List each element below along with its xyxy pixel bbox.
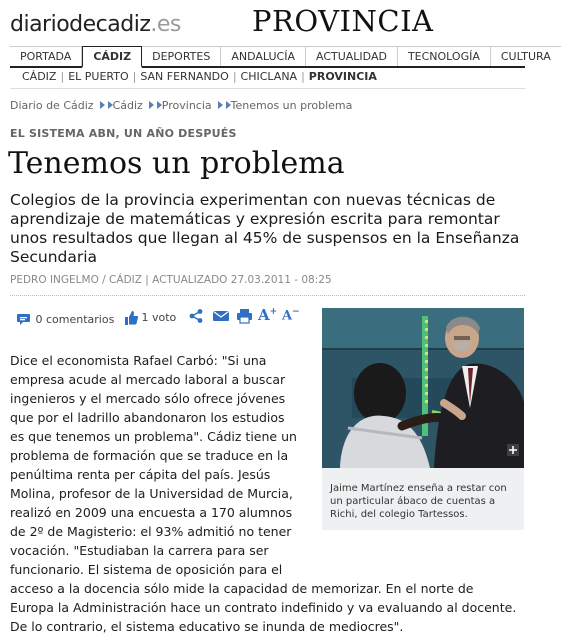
sub-nav xyxy=(22,70,522,86)
body-line: acceso a la docencia sólo mide la capacidad de memorizar. En el norte de xyxy=(10,581,474,596)
subnav-item-cadiz[interactable]: CÁDIZ xyxy=(22,70,57,83)
subnav-separator: | xyxy=(232,70,237,83)
font-increase-icon: A xyxy=(258,306,270,324)
share-button[interactable] xyxy=(188,308,204,324)
email-button[interactable] xyxy=(212,308,230,324)
article-kicker: EL SISTEMA ABN, UN AÑO DESPUÉS xyxy=(10,127,237,140)
caption-line: Richi, del colegio Tartessos. xyxy=(330,509,468,520)
subnav-item-provincia[interactable]: PROVINCIA xyxy=(308,70,377,83)
subtitle-line: Secundaria xyxy=(10,248,98,266)
body-line: penúltima renta per cápita del país. Jesús xyxy=(10,467,271,482)
caption-line: un particular ábaco de cuentas a xyxy=(330,496,496,507)
breadcrumb-arrow-icon xyxy=(218,101,223,109)
vote-button[interactable] xyxy=(124,310,176,326)
article-subtitle xyxy=(10,191,525,267)
subnav-item-san-fernando[interactable]: SAN FERNANDO xyxy=(140,70,229,83)
body-line: empresa acude al mercado laboral a buscar xyxy=(10,372,286,387)
nav-tab-tecnologia[interactable]: TECNOLOGÍA xyxy=(398,46,491,66)
breadcrumb-item-current: Tenemos un problema xyxy=(230,99,353,112)
breadcrumb-arrow-icon xyxy=(149,101,154,109)
nav-tab-cultura[interactable]: CULTURA xyxy=(491,46,561,66)
main-nav xyxy=(10,46,551,68)
nav-tab-cadiz[interactable]: CÁDIZ xyxy=(82,46,142,68)
site-logo[interactable] xyxy=(10,12,181,37)
logo-name: diariodecadiz xyxy=(10,12,151,37)
body-line: de 2º de Magisterio: el 93% admitió no tener xyxy=(10,524,292,539)
comments-count: 0 comentarios xyxy=(35,313,115,326)
breadcrumb-item-cadiz[interactable]: Cádiz xyxy=(112,99,143,112)
subnav-separator: | xyxy=(132,70,137,83)
votes-count: 1 voto xyxy=(141,311,177,324)
subtitle-line: aprendizaje de matemáticas y expresión escrita para remontar xyxy=(10,210,500,228)
body-line: funcionario. El sistema de oposición para el xyxy=(10,562,283,577)
article-body xyxy=(10,351,516,636)
body-line: De lo contrario, el sistema educativo se inunda de mediocres". xyxy=(10,619,404,634)
article-title: Tenemos un problema xyxy=(8,146,345,181)
email-icon xyxy=(212,308,230,324)
subnav-separator: | xyxy=(301,70,305,83)
body-line: ingenieros y el mercado sólo ofrece jóvenes xyxy=(10,391,286,406)
section-title: PROVINCIA xyxy=(252,4,434,38)
body-line: problema de formación que se traduce en la xyxy=(10,448,289,463)
print-icon xyxy=(236,308,253,324)
body-line: que por el ladrillo abandonaron los estudios xyxy=(10,410,285,425)
print-button[interactable] xyxy=(236,308,253,324)
subnav-separator: | xyxy=(60,70,65,83)
article-tools xyxy=(16,308,316,330)
nav-tab-actualidad[interactable]: ACTUALIDAD xyxy=(306,46,398,66)
nav-tab-andalucia[interactable]: ANDALUCÍA xyxy=(221,46,306,66)
divider xyxy=(10,295,525,296)
article-byline: PEDRO INGELMO / CÁDIZ | ACTUALIZADO 27.03.2011 - 08:25 xyxy=(10,274,332,286)
breadcrumb xyxy=(10,99,352,112)
caption-line: Jaime Martínez enseña a restar con xyxy=(330,483,507,494)
comments-link[interactable] xyxy=(16,312,114,328)
divider xyxy=(10,88,525,89)
thumbs-up-icon xyxy=(124,310,138,326)
logo-tld: .es xyxy=(150,12,181,37)
body-line: Europa la Administración hace un contrato indefinido y va evaluando al docente. xyxy=(10,600,517,615)
font-size-decrease-button[interactable]: A− xyxy=(282,307,300,324)
body-line: Dice el economista Rafael Carbó: "Si una xyxy=(10,353,267,368)
comment-icon xyxy=(16,312,32,328)
breadcrumb-arrow-icon xyxy=(100,101,105,109)
font-size-increase-button[interactable]: A+ xyxy=(258,306,278,324)
breadcrumb-item-home[interactable]: Diario de Cádiz xyxy=(10,99,94,112)
subtitle-line: Colegios de la provincia experimentan con nuevas técnicas de xyxy=(10,191,496,209)
subnav-item-chiclana[interactable]: CHICLANA xyxy=(240,70,298,83)
body-line: realizó en 2009 una encuesta a 170 alumnos xyxy=(10,505,293,520)
share-icon xyxy=(188,308,204,324)
nav-tab-portada[interactable]: PORTADA xyxy=(10,46,82,66)
body-line: Molina, profesor de la Universidad de Murcia, xyxy=(10,486,293,501)
masthead xyxy=(0,0,530,44)
subtitle-line: unos resultados que llegan al 45% de suspensos en la Enseñanza xyxy=(10,229,520,247)
nav-tab-deportes[interactable]: DEPORTES xyxy=(142,46,221,66)
breadcrumb-item-provincia[interactable]: Provincia xyxy=(161,99,212,112)
body-line: vocación. "Estudiaban la carrera para ser xyxy=(10,543,269,558)
subnav-item-el-puerto[interactable]: EL PUERTO xyxy=(68,70,129,83)
body-line: es que tenemos un problema". Cádiz tiene un xyxy=(10,429,297,444)
font-decrease-icon: A xyxy=(282,308,293,324)
